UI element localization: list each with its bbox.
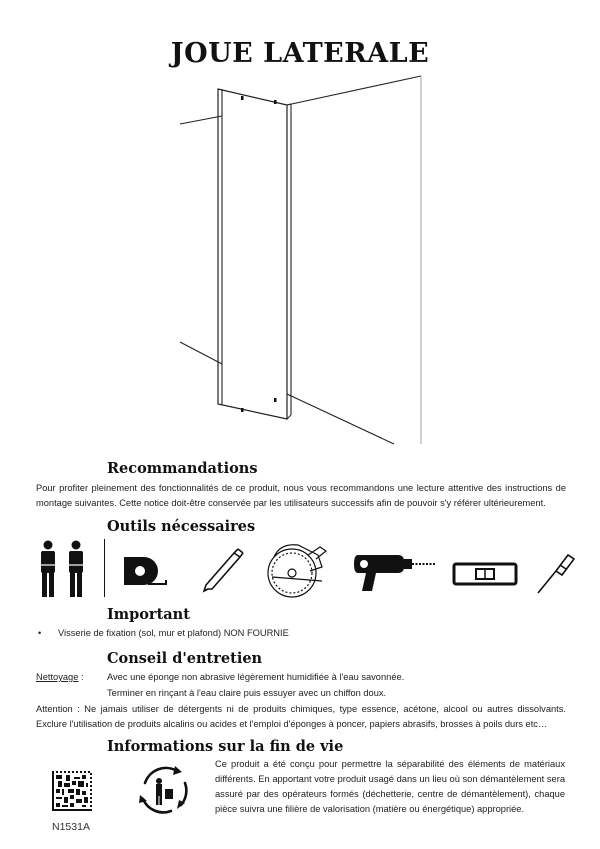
tools-row (32, 537, 572, 601)
two-persons-icon (38, 539, 90, 599)
triman-recycling-icon (135, 765, 195, 815)
side-panel-illustration (170, 72, 430, 447)
product-code: N1531A (52, 821, 90, 833)
bullet-dot: • (38, 628, 42, 638)
drill-icon (352, 551, 440, 595)
nettoyage-line2: Terminer en rinçant à l'eau claire puis essuyer avec un chiffon doux. (107, 688, 387, 698)
recommandations-text: Pour profiter pleinement des fonctionnalités de ce produit, nous vous recommandons une lecture attentive des instructions de montage suivantes. Cette notice doit-être conservée par les utilisateurs successifs afin de pouvoir s'y référer ultérieurement. (36, 483, 566, 508)
outils-heading: Outils nécessaires (107, 518, 256, 535)
fin-de-vie-heading: Informations sur la fin de vie (107, 738, 344, 755)
screwdriver-icon (534, 549, 576, 597)
recommandations-heading: Recommandations (107, 460, 258, 477)
nettoyage-sep: : (78, 672, 84, 682)
fin-de-vie-text: Ce produit a été conçu pour permettre la séparabilité des éléments de matériaux différents. En apportant votre produit usagé dans un lieu où son démantèlement sera assuré par des opérateurs formés (déchetterie, centre de démantèlement), chaque pièce suivra une filière de valorisation (matière ou énergétique) appropriée. (215, 759, 565, 814)
important-bullet: Visserie de fixation (sol, mur et plafond) NON FOURNIE (58, 628, 289, 638)
spirit-level-icon (452, 561, 518, 587)
separator-line (104, 539, 105, 597)
nettoyage-label-text: Nettoyage (36, 672, 79, 682)
entretien-heading: Conseil d'entretien (107, 650, 263, 667)
pencil-icon (200, 545, 246, 593)
page-title: JOUE LATERALE (170, 38, 430, 69)
tape-measure-icon (120, 553, 170, 589)
nettoyage-label (36, 670, 84, 685)
important-heading: Important (107, 606, 190, 623)
data-matrix-code (52, 771, 92, 811)
attention-body: Ne jamais utiliser de détergents ni de produits chimiques, type essence, acétone, alcool ou autres dissolvants. Exclure l'utilisation de produits alcalins ou acides et l'emploi d'éponges à poncer, papiers abrasifs, brosses à poils durs etc… (36, 704, 566, 729)
attention-label: Attention : (36, 704, 80, 714)
attention-text (36, 702, 566, 732)
nettoyage-line1: Avec une éponge non abrasive légèrement humidifiée à l'eau savonnée. (107, 672, 405, 682)
circular-saw-icon (260, 537, 332, 601)
